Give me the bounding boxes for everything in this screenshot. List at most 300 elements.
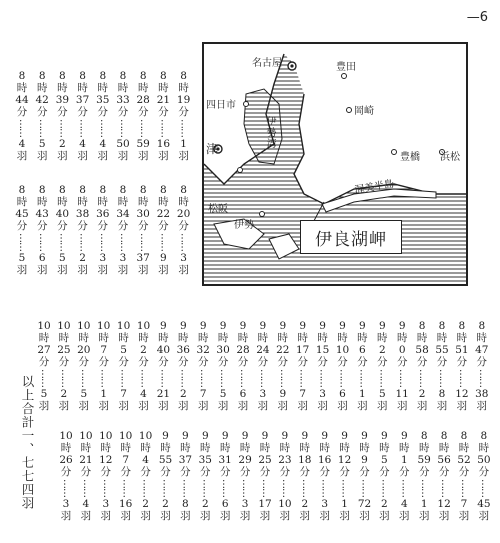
count-part: 4 (400, 498, 408, 510)
time-part: 分 (458, 466, 470, 478)
time-part: 分 (137, 220, 149, 232)
time-part: 9 (321, 430, 329, 442)
record-column (474, 320, 490, 412)
time-part: 分 (36, 106, 48, 118)
record-column (135, 70, 151, 162)
count-part: 羽 (160, 510, 171, 522)
time-part: 9 (160, 320, 167, 332)
count-part: 羽 (377, 400, 388, 412)
time-part: 8 (38, 70, 46, 82)
count-part: 2 (79, 252, 86, 264)
time-part: 9 (301, 430, 309, 442)
count-part: 羽 (178, 150, 189, 162)
time-part: 8 (99, 184, 107, 196)
time-part: 35 (198, 454, 212, 466)
count-part: 羽 (36, 150, 48, 162)
time-part: 分 (180, 466, 191, 478)
record-column (54, 184, 70, 276)
time-part: 8 (79, 184, 86, 196)
time-part: 時 (478, 442, 490, 454)
time-part: 分 (138, 356, 149, 368)
time-part: 9 (339, 320, 346, 332)
time-part: 4 (142, 454, 149, 466)
record-column (176, 184, 192, 276)
time-part: 39 (55, 94, 70, 106)
time-part: 分 (299, 466, 311, 478)
time-part: 分 (456, 356, 468, 368)
time-part: 時 (57, 82, 68, 94)
count-part: 4 (79, 138, 86, 150)
record-column (237, 430, 253, 522)
time-part: 7 (100, 344, 108, 356)
time-part: 9 (182, 430, 189, 442)
record-column (138, 430, 154, 522)
count-part: 3 (241, 498, 249, 510)
leader-dots: …… (279, 479, 291, 497)
time-part: 時 (436, 332, 448, 344)
time-part: 18 (298, 454, 312, 466)
count-part: 羽 (357, 400, 368, 412)
record-column (197, 430, 213, 522)
time-part: 分 (438, 466, 450, 478)
time-part: 分 (219, 466, 231, 478)
count-part: 5 (40, 388, 48, 400)
count-part: 4 (18, 138, 26, 150)
count-part: 羽 (77, 264, 88, 276)
count-part: 羽 (38, 400, 50, 412)
count-part: 羽 (140, 510, 151, 522)
count-part: 16 (119, 498, 133, 510)
time-part: 分 (117, 106, 129, 118)
record-column (98, 430, 114, 522)
count-part: 羽 (138, 400, 149, 412)
time-part: 時 (456, 332, 468, 344)
time-part: 時 (97, 82, 109, 94)
time-part: 分 (38, 356, 50, 368)
time-part: 52 (457, 454, 471, 466)
time-part: 時 (279, 442, 291, 454)
time-part: 8 (180, 70, 187, 82)
record-column (354, 320, 370, 412)
leader-dots: …… (17, 233, 28, 251)
time-part: 8 (418, 320, 426, 332)
time-part: 分 (158, 356, 169, 368)
count-part: 羽 (197, 400, 209, 412)
time-part: 9 (319, 320, 326, 332)
count-part: 羽 (259, 510, 271, 522)
time-part: 時 (317, 332, 328, 344)
leader-dots: …… (98, 369, 110, 387)
count-part: 羽 (317, 400, 328, 412)
time-part: 分 (57, 220, 68, 232)
count-part: 4 (140, 388, 147, 400)
place-nagoya: 名古屋 (252, 58, 282, 69)
record-column (116, 320, 132, 412)
record-column (136, 320, 152, 412)
leader-dots: …… (138, 369, 150, 387)
leader-dots: …… (397, 369, 409, 387)
time-part: 8 (160, 184, 167, 196)
time-part: 分 (359, 466, 370, 478)
time-part: 分 (476, 356, 488, 368)
count-part: 羽 (36, 264, 48, 276)
time-part: 10 (57, 320, 71, 332)
count-part: 羽 (178, 264, 189, 276)
count-part: 6 (38, 252, 46, 264)
time-part: 9 (359, 320, 366, 332)
leader-dots: …… (78, 369, 90, 387)
time-part: 10 (136, 320, 151, 332)
time-part: 5 (120, 344, 127, 356)
time-part: 時 (138, 332, 149, 344)
record-column (135, 184, 151, 276)
count-part: 4 (82, 498, 90, 510)
leader-dots: …… (77, 233, 89, 251)
time-part: 34 (116, 208, 130, 220)
record-column (476, 430, 492, 522)
time-part: 9 (261, 430, 269, 442)
time-part: 8 (18, 70, 26, 82)
place-yokkaichi: 四日市 (206, 100, 236, 111)
record-column (454, 320, 470, 412)
time-part: 10 (119, 430, 133, 442)
count-part: 羽 (180, 510, 191, 522)
time-part: 10 (116, 320, 131, 332)
time-part: 分 (78, 356, 90, 368)
leader-dots: …… (97, 119, 109, 137)
time-part: 分 (77, 106, 88, 118)
record-column (297, 430, 313, 522)
count-part: 16 (156, 138, 171, 150)
time-part: 17 (296, 344, 310, 356)
count-part: 2 (179, 388, 187, 400)
leader-dots: …… (97, 233, 109, 251)
leader-dots: …… (240, 479, 252, 497)
time-part: 分 (97, 106, 109, 118)
time-part: 時 (337, 332, 348, 344)
time-part: 9 (299, 320, 307, 332)
time-part: 時 (140, 442, 151, 454)
count-part: 2 (142, 498, 149, 510)
time-part: 時 (77, 82, 88, 94)
leader-dots: …… (379, 479, 391, 497)
count-part: 3 (319, 388, 326, 400)
leader-dots: …… (399, 479, 411, 497)
time-part: 1 (400, 454, 408, 466)
count-part: 1 (341, 498, 348, 510)
time-part: 分 (137, 106, 149, 118)
time-part: 分 (80, 466, 92, 478)
record-column (277, 430, 293, 522)
leader-dots: …… (120, 479, 132, 497)
time-part: 時 (137, 82, 149, 94)
record-column (357, 430, 373, 522)
time-part: 分 (58, 356, 70, 368)
leader-dots: …… (158, 119, 170, 137)
time-part: 9 (221, 430, 229, 442)
record-column (217, 430, 233, 522)
time-part: 分 (118, 356, 129, 368)
count-part: 12 (455, 388, 469, 400)
time-part: 9 (201, 430, 209, 442)
time-part: 時 (158, 332, 169, 344)
place-ise-bay: 伊勢湾 (264, 116, 275, 149)
city-marker (244, 102, 249, 107)
time-part: 時 (60, 442, 72, 454)
record-column (175, 320, 191, 412)
record-column (255, 320, 271, 412)
record-column (177, 430, 193, 522)
time-part: 20 (176, 208, 191, 220)
time-part: 8 (38, 184, 46, 196)
count-part: 3 (321, 498, 329, 510)
count-part: 11 (395, 388, 409, 400)
record-column (155, 184, 171, 276)
record-column (115, 70, 131, 162)
count-part: 羽 (57, 264, 68, 276)
count-part: 59 (136, 138, 150, 150)
count-part: 羽 (416, 400, 428, 412)
time-part: 分 (396, 356, 408, 368)
leader-dots: …… (277, 369, 289, 387)
count-part: 1 (359, 388, 366, 400)
leader-dots: …… (17, 119, 28, 137)
record-column (158, 430, 174, 522)
leader-dots: …… (218, 369, 230, 387)
leader-dots: …… (238, 369, 249, 387)
count-part: 羽 (16, 264, 28, 276)
time-part: 時 (58, 332, 70, 344)
leader-dots: …… (319, 479, 331, 497)
leader-dots: …… (377, 369, 389, 387)
time-part: 30 (136, 208, 150, 220)
count-part: 72 (357, 498, 372, 510)
leader-dots: …… (178, 369, 190, 387)
record-column (456, 430, 472, 522)
time-part: 分 (100, 466, 112, 478)
time-part: 28 (136, 94, 150, 106)
count-part: 45 (477, 498, 491, 510)
time-part: 分 (178, 220, 189, 232)
time-part: 43 (35, 208, 49, 220)
count-part: 羽 (458, 510, 470, 522)
count-part: 羽 (299, 510, 311, 522)
record-column (416, 430, 432, 522)
count-part: 羽 (158, 264, 169, 276)
time-part: 分 (277, 356, 289, 368)
place-okazaki: 岡崎 (354, 106, 374, 117)
count-part: 羽 (58, 400, 70, 412)
time-part: 分 (197, 356, 209, 368)
city-marker (238, 168, 243, 173)
time-part: 時 (458, 442, 470, 454)
time-part: 時 (16, 82, 28, 94)
count-part: 羽 (16, 150, 28, 162)
count-part: 2 (60, 388, 68, 400)
record-column (115, 184, 131, 276)
time-part: 23 (278, 454, 292, 466)
leader-dots: …… (140, 479, 152, 497)
time-part: 分 (120, 466, 131, 478)
record-column (215, 320, 231, 412)
leader-dots: …… (138, 233, 150, 251)
count-part: 羽 (57, 150, 68, 162)
time-part: 10 (79, 430, 93, 442)
count-part: 3 (102, 498, 110, 510)
time-part: 時 (217, 332, 229, 344)
record-column (155, 70, 171, 162)
time-part: 8 (460, 430, 468, 442)
time-part: 8 (478, 320, 486, 332)
record-column (434, 320, 450, 412)
leader-dots: …… (419, 479, 431, 497)
leader-dots: …… (260, 479, 271, 497)
time-part: 36 (96, 208, 110, 220)
record-column (394, 320, 410, 412)
time-part: 分 (297, 356, 308, 368)
leader-dots: …… (77, 119, 89, 137)
time-part: 分 (257, 356, 269, 368)
total-count: 以上合計一、七七四羽 (20, 375, 35, 510)
time-part: 25 (57, 344, 71, 356)
time-part: 分 (60, 466, 72, 478)
count-part: 1 (420, 498, 428, 510)
count-part: 羽 (436, 400, 448, 412)
time-part: 時 (180, 442, 191, 454)
place-irago-label: 伊良湖岬 (300, 220, 402, 254)
time-part: 16 (318, 454, 332, 466)
record-column (396, 430, 412, 522)
count-part: 2 (59, 138, 66, 150)
leader-dots: …… (39, 369, 50, 387)
count-part: 3 (180, 252, 187, 264)
count-part: 羽 (137, 264, 149, 276)
leader-dots: …… (178, 119, 190, 137)
count-part: 羽 (117, 150, 129, 162)
time-part: 8 (79, 70, 86, 82)
time-part: 8 (59, 70, 66, 82)
time-part: 時 (200, 442, 211, 454)
count-part: 羽 (379, 510, 390, 522)
record-column (235, 320, 251, 412)
record-column (75, 184, 91, 276)
time-part: 0 (398, 344, 406, 356)
count-part: 羽 (396, 400, 408, 412)
time-part: 分 (237, 356, 249, 368)
time-part: 分 (319, 466, 330, 478)
time-part: 55 (435, 344, 449, 356)
time-part: 12 (337, 454, 352, 466)
count-part: 羽 (219, 510, 231, 522)
time-part: 時 (57, 196, 68, 208)
count-part: 9 (279, 388, 287, 400)
time-part: 10 (97, 320, 111, 332)
time-part: 8 (119, 70, 127, 82)
time-part: 8 (139, 70, 147, 82)
count-part: 羽 (476, 400, 488, 412)
time-part: 分 (77, 220, 88, 232)
time-part: 8 (119, 184, 127, 196)
record-column (414, 320, 430, 412)
time-part: 時 (396, 332, 408, 344)
time-part: 24 (256, 344, 270, 356)
time-part: 9 (279, 320, 287, 332)
count-part: 2 (418, 388, 426, 400)
time-part: 26 (59, 454, 73, 466)
record-column (36, 320, 52, 412)
time-part: 9 (241, 430, 249, 442)
count-part: 7 (299, 388, 307, 400)
count-part: 羽 (60, 510, 72, 522)
count-part: 羽 (237, 400, 249, 412)
time-part: 8 (458, 320, 466, 332)
place-hamamatsu: 浜松 (440, 152, 460, 163)
time-part: 7 (122, 454, 130, 466)
leader-dots: …… (478, 479, 490, 497)
count-part: 6 (221, 498, 229, 510)
time-part: 時 (158, 196, 169, 208)
time-part: 45 (15, 208, 29, 220)
time-part: 分 (279, 466, 291, 478)
count-part: 37 (136, 252, 150, 264)
record-column (78, 430, 94, 522)
count-part: 5 (378, 388, 386, 400)
count-part: 7 (120, 388, 127, 400)
count-part: 羽 (77, 150, 88, 162)
leader-dots: …… (118, 233, 129, 251)
time-part: 42 (35, 94, 49, 106)
time-part: 時 (339, 442, 350, 454)
leader-dots: …… (160, 479, 172, 497)
count-part: 羽 (97, 150, 109, 162)
time-part: 分 (160, 466, 171, 478)
time-part: 37 (75, 94, 90, 106)
leader-dots: …… (178, 233, 190, 251)
count-part: 12 (437, 498, 451, 510)
record-column (337, 430, 353, 522)
count-part: 羽 (257, 400, 269, 412)
count-part: 羽 (279, 510, 291, 522)
time-part: 時 (239, 442, 251, 454)
time-part: 36 (176, 344, 190, 356)
time-part: 9 (341, 430, 348, 442)
time-part: 時 (377, 332, 388, 344)
city-marker (290, 64, 293, 67)
time-part: 8 (99, 70, 107, 82)
time-part: 8 (420, 430, 428, 442)
time-part: 分 (57, 106, 68, 118)
record-column (95, 184, 111, 276)
record-column (257, 430, 273, 522)
record-column (75, 70, 91, 162)
count-part: 8 (438, 388, 446, 400)
time-part: 時 (277, 332, 289, 344)
count-part: 羽 (277, 400, 289, 412)
leader-dots: …… (337, 369, 349, 387)
time-part: 9 (179, 320, 187, 332)
time-part: 時 (319, 442, 330, 454)
count-part: 羽 (80, 510, 92, 522)
count-part: 羽 (100, 510, 112, 522)
record-column (34, 70, 50, 162)
time-part: 10 (59, 430, 73, 442)
place-matsusaka: 松阪 (208, 204, 228, 215)
count-part: 羽 (158, 150, 169, 162)
count-part: 羽 (200, 510, 211, 522)
time-part: 8 (438, 320, 446, 332)
time-part: 10 (335, 344, 350, 356)
time-part: 時 (98, 332, 109, 344)
